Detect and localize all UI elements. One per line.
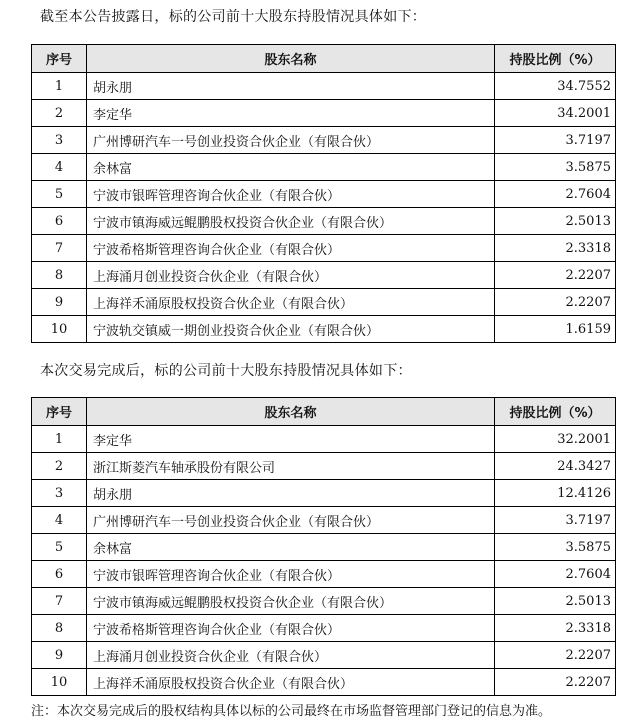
shareholder-name: 余林富: [87, 154, 495, 181]
holding-ratio: 2.5013: [495, 208, 616, 235]
row-number: 3: [32, 480, 87, 507]
shareholder-name: 上海涌月创业投资合伙企业（有限合伙）: [87, 262, 495, 289]
holding-ratio: 2.3318: [495, 235, 616, 262]
shareholder-name: 宁波市银晖管理咨询合伙企业（有限合伙）: [87, 181, 495, 208]
row-number: 7: [32, 588, 87, 615]
holding-ratio: 24.3427: [495, 453, 616, 480]
table-row: [32, 588, 616, 615]
row-number: 4: [32, 154, 87, 181]
holding-ratio: 2.2207: [495, 262, 616, 289]
header-no: 序号: [32, 398, 87, 426]
table-row: [32, 426, 616, 453]
row-number: 5: [32, 181, 87, 208]
intro-paragraph-before: 截至本公告披露日，标的公司前十大股东持股情况具体如下：: [40, 9, 427, 25]
row-number: 10: [32, 316, 87, 343]
holding-ratio: 2.2207: [495, 289, 616, 316]
table-header-row: [32, 45, 616, 73]
table-row: [32, 534, 616, 561]
shareholder-name: 上海祥禾涌原股权投资合伙企业（有限合伙）: [87, 669, 495, 696]
table-row: [32, 453, 616, 480]
shareholder-name: 上海涌月创业投资合伙企业（有限合伙）: [87, 642, 495, 669]
shareholder-name: 浙江斯菱汽车轴承股份有限公司: [87, 453, 495, 480]
shareholder-name: 宁波市镇海威远鲲鹏股权投资合伙企业（有限合伙）: [87, 208, 495, 235]
holding-ratio: 2.5013: [495, 588, 616, 615]
shareholder-name: 广州博研汽车一号创业投资合伙企业（有限合伙）: [87, 127, 495, 154]
row-number: 10: [32, 669, 87, 696]
intro-paragraph-after: 本次交易完成后，标的公司前十大股东持股情况具体如下：: [40, 363, 412, 379]
header-name: 股东名称: [87, 45, 495, 73]
table-header-row: [32, 398, 616, 426]
table-row: [32, 316, 616, 343]
table-row: [32, 181, 616, 208]
holding-ratio: 1.6159: [495, 316, 616, 343]
shareholder-name: 宁波希格斯管理咨询合伙企业（有限合伙）: [87, 615, 495, 642]
table-row: [32, 127, 616, 154]
shareholder-name: 李定华: [87, 426, 495, 453]
row-number: 2: [32, 453, 87, 480]
holding-ratio: 34.7552: [495, 73, 616, 100]
shareholder-name: 胡永朋: [87, 480, 495, 507]
table-row: [32, 642, 616, 669]
holding-ratio: 2.7604: [495, 561, 616, 588]
table-row: [32, 235, 616, 262]
shareholder-name: 上海祥禾涌原股权投资合伙企业（有限合伙）: [87, 289, 495, 316]
row-number: 7: [32, 235, 87, 262]
row-number: 2: [32, 100, 87, 127]
row-number: 5: [32, 534, 87, 561]
holding-ratio: 2.2207: [495, 642, 616, 669]
row-number: 9: [32, 642, 87, 669]
shareholder-name: 宁波轨交镇威一期创业投资合伙企业（有限合伙）: [87, 316, 495, 343]
table-row: [32, 615, 616, 642]
table-row: [32, 73, 616, 100]
row-number: 8: [32, 262, 87, 289]
holding-ratio: 2.7604: [495, 181, 616, 208]
table-row: [32, 669, 616, 696]
holding-ratio: 34.2001: [495, 100, 616, 127]
shareholder-name: 余林富: [87, 534, 495, 561]
shareholders-table-after: [31, 397, 616, 696]
holding-ratio: 2.2207: [495, 669, 616, 696]
holding-ratio: 3.5875: [495, 154, 616, 181]
row-number: 1: [32, 73, 87, 100]
row-number: 4: [32, 507, 87, 534]
table-row: [32, 507, 616, 534]
table-row: [32, 208, 616, 235]
header-ratio: 持股比例（%）: [495, 45, 616, 73]
row-number: 1: [32, 426, 87, 453]
table-row: [32, 480, 616, 507]
table-row: [32, 262, 616, 289]
holding-ratio: 3.5875: [495, 534, 616, 561]
header-no: 序号: [32, 45, 87, 73]
row-number: 8: [32, 615, 87, 642]
holding-ratio: 2.3318: [495, 615, 616, 642]
shareholder-name: 宁波市镇海威远鲲鹏股权投资合伙企业（有限合伙）: [87, 588, 495, 615]
row-number: 9: [32, 289, 87, 316]
row-number: 6: [32, 561, 87, 588]
footnote: 注：本次交易完成后的股权结构具体以标的公司最终在市场监督管理部门登记的信息为准。: [31, 704, 552, 719]
header-ratio: 持股比例（%）: [495, 398, 616, 426]
row-number: 6: [32, 208, 87, 235]
table-row: [32, 561, 616, 588]
table-row: [32, 289, 616, 316]
holding-ratio: 32.2001: [495, 426, 616, 453]
shareholder-name: 李定华: [87, 100, 495, 127]
header-name: 股东名称: [87, 398, 495, 426]
row-number: 3: [32, 127, 87, 154]
shareholder-name: 广州博研汽车一号创业投资合伙企业（有限合伙）: [87, 507, 495, 534]
table-row: [32, 100, 616, 127]
table-row: [32, 154, 616, 181]
holding-ratio: 3.7197: [495, 127, 616, 154]
holding-ratio: 3.7197: [495, 507, 616, 534]
shareholders-table-before: [31, 44, 616, 343]
holding-ratio: 12.4126: [495, 480, 616, 507]
shareholder-name: 胡永朋: [87, 73, 495, 100]
shareholder-name: 宁波市银晖管理咨询合伙企业（有限合伙）: [87, 561, 495, 588]
shareholder-name: 宁波希格斯管理咨询合伙企业（有限合伙）: [87, 235, 495, 262]
